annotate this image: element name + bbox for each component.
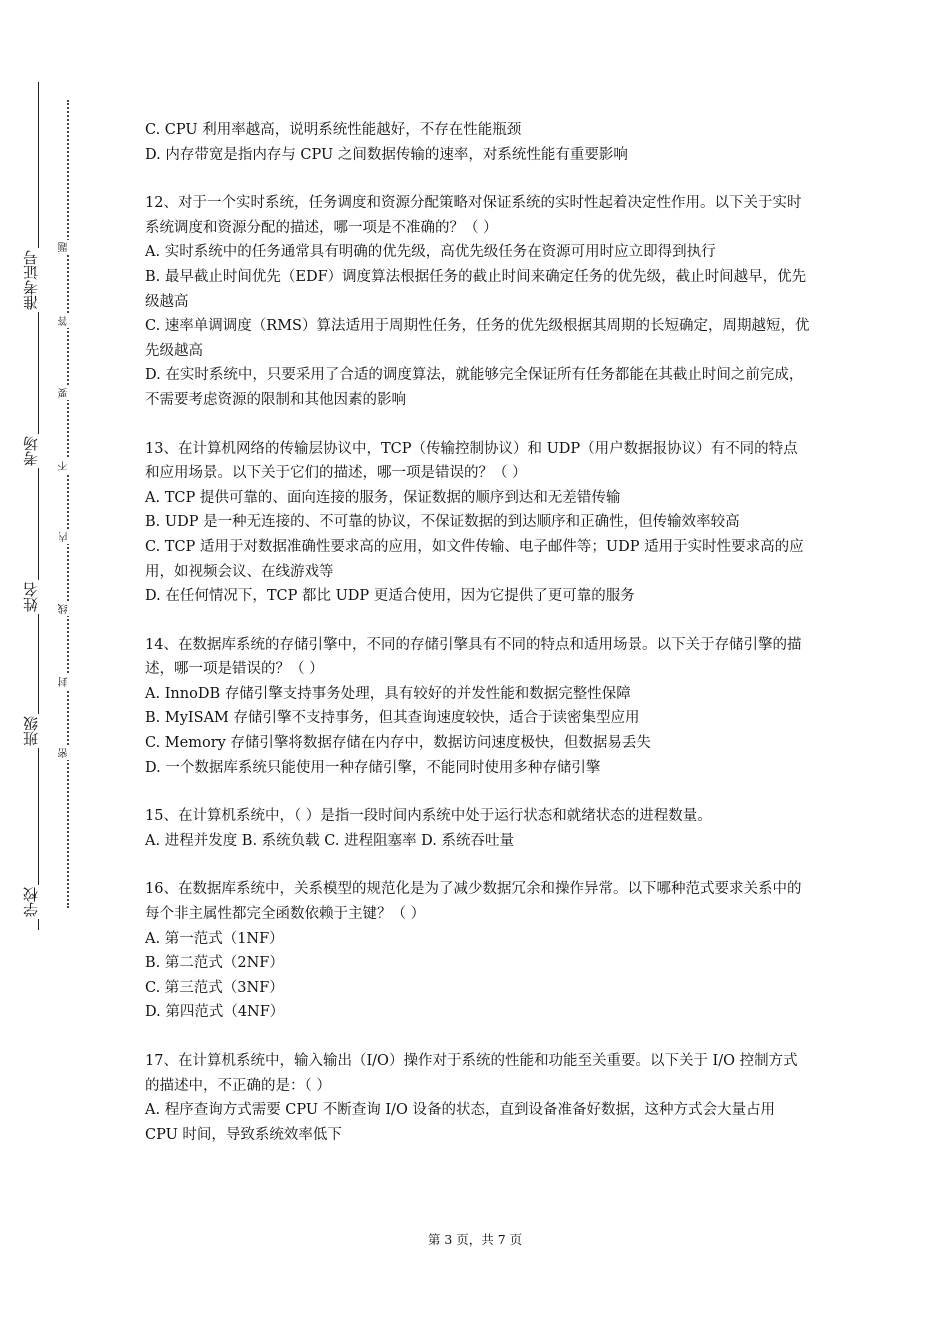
question-stem: 13、在计算机网络的传输层协议中，TCP（传输控制协议）和 UDP（用户数据报协议）有不同的特点和应用场景。以下关于它们的描述，哪一项是错误的？（ ） xyxy=(145,440,798,482)
question-15 xyxy=(145,804,810,853)
question-16 xyxy=(145,877,810,1025)
question-stem: 14、在数据库系统的存储引擎中，不同的存储引擎具有不同的特点和适用场景。以下关于存储引擎的描述，哪一项是错误的？（ ） xyxy=(145,636,802,678)
seal-char: 要 xyxy=(60,386,76,400)
option-b: B. UDP 是一种无连接的、不可靠的协议，不保证数据的到达顺序和正确性，但传输效率较高 xyxy=(145,514,740,531)
seal-char: 封 xyxy=(60,675,76,689)
question-13 xyxy=(145,437,810,609)
option-c: C. 第三范式（3NF） xyxy=(145,979,284,996)
seal-char: 题 xyxy=(60,240,76,254)
fill-in-line xyxy=(38,82,39,930)
option-a: A. 第一范式（1NF） xyxy=(145,930,284,947)
class-label: 班级 xyxy=(24,714,54,748)
seal-char: 内 xyxy=(60,530,76,544)
option-a: A. 实时系统中的任务通常具有明确的优先级，高优先级任务在资源可用时应立即得到执行 xyxy=(145,244,716,261)
option-b: B. 最早截止时间优先（EDF）调度算法根据任务的截止时间来确定任务的优先级，截止时间越早，优先级越高 xyxy=(145,268,807,310)
question-11-tail xyxy=(145,118,810,167)
school-label: 学校 xyxy=(24,885,54,919)
option-d: D. 在任何情况下，TCP 都比 UDP 更适合使用，因为它提供了更可靠的服务 xyxy=(145,588,635,605)
option-a: A. 程序查询方式需要 CPU 不断查询 I/O 设备的状态，直到设备准备好数据，这种方式会大量占用 CPU 时间，导致系统效率低下 xyxy=(145,1102,775,1143)
option-c: C. Memory 存储引擎将数据存储在内存中，数据访问速度极快，但数据易丢失 xyxy=(145,735,651,752)
name-label: 姓名 xyxy=(24,580,54,614)
seal-char: 密 xyxy=(60,746,76,760)
option-a: A. InnoDB 存储引擎支持事务处理，具有较好的并发性能和数据完整性保障 xyxy=(145,685,631,702)
question-content xyxy=(145,118,810,1147)
question-14 xyxy=(145,633,810,781)
options-line: A. 进程并发度 B. 系统负载 C. 进程阻塞率 D. 系统吞吐量 xyxy=(145,832,515,849)
option-c: C. 速率单调调度（RMS）算法适用于周期性任务，任务的优先级根据其周期的长短确定，周期越短，优先级越高 xyxy=(145,318,810,359)
exam-id-label: 准考证号 xyxy=(24,248,54,312)
question-12 xyxy=(145,191,810,412)
option-d: D. 第四范式（4NF） xyxy=(145,1004,285,1021)
option-b: B. 第二范式（2NF） xyxy=(145,955,284,972)
exam-room-label: 考场 xyxy=(24,434,54,468)
option-d: D. 内存带宽是指内存与 CPU 之间数据传输的速率，对系统性能有重要影响 xyxy=(145,146,628,163)
option-a: A. TCP 提供可靠的、面向连接的服务，保证数据的顺序到达和无差错传输 xyxy=(145,489,621,506)
binding-margin xyxy=(0,0,90,1344)
seal-char: 不 xyxy=(60,459,76,473)
question-stem: 16、在数据库系统中，关系模型的规范化是为了减少数据冗余和操作异常。以下哪种范式要求关系中的每个非主属性都完全函数依赖于主键？（ ） xyxy=(145,881,802,923)
option-c: C. CPU 利用率越高，说明系统性能越好，不存在性能瓶颈 xyxy=(145,122,522,138)
question-stem: 17、在计算机系统中，输入输出（I/O）操作对于系统的性能和功能至关重要。以下关于 I/O 控制方式的描述中，不正确的是：（ ） xyxy=(145,1053,798,1094)
seal-dotted-line xyxy=(67,100,69,908)
option-d: D. 一个数据库系统只能使用一种存储引擎，不能同时使用多种存储引擎 xyxy=(145,759,601,776)
option-c: C. TCP 适用于对数据准确性要求高的应用，如文件传输、电子邮件等；UDP 适用于实时性要求高的应用，如视频会议、在线游戏等 xyxy=(145,538,804,580)
seal-char: 线 xyxy=(60,602,76,616)
page-footer: 第 3 页，共 7 页 xyxy=(427,1232,523,1247)
seal-char: 答 xyxy=(60,314,76,328)
option-b: B. MyISAM 存储引擎不支持事务，但其查询速度较快，适合于读密集型应用 xyxy=(145,710,640,727)
option-d: D. 在实时系统中，只要采用了合适的调度算法，就能够完全保证所有任务都能在其截止时间之前完成，不需要考虑资源的限制和其他因素的影响 xyxy=(145,367,804,408)
question-stem: 12、对于一个实时系统，任务调度和资源分配策略对保证系统的实时性起着决定性作用。以下关于实时系统调度和资源分配的描述，哪一项是不准确的？（ ） xyxy=(145,195,802,236)
question-17 xyxy=(145,1049,810,1147)
question-stem: 15、在计算机系统中，（ ）是指一段时间内系统中处于运行状态和就绪状态的进程数量。 xyxy=(145,808,712,825)
